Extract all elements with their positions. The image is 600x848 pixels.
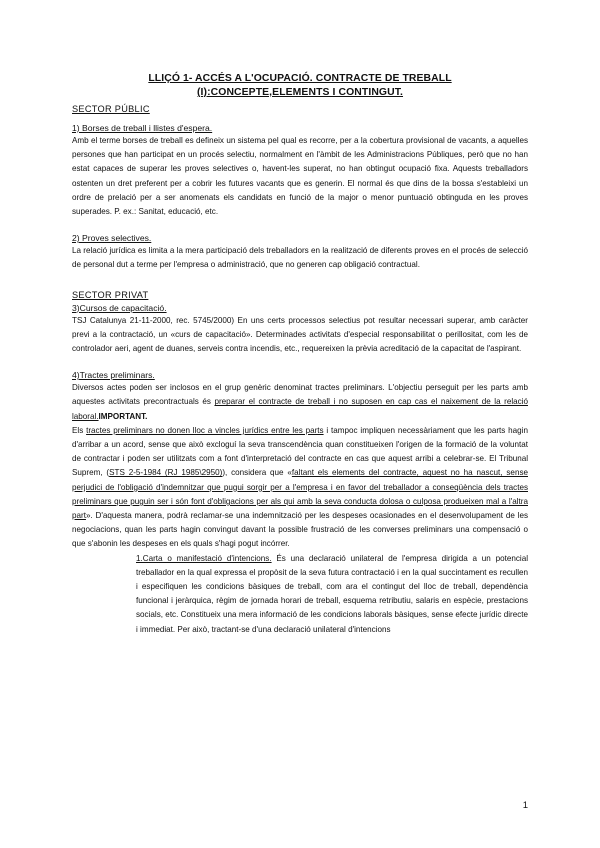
paragraph-proves: La relació jurídica es limita a la mera participació dels treballadors en la realització de diferents proves en el procés de selecció de personal dut a terme per l'empresa o administració, que no generen cap obligació contractual.: [72, 246, 528, 270]
citation-link: STS 2-5-1984 (RJ 1985\2950): [109, 468, 223, 478]
underlined-text: tractes preliminars no donen lloc a vincles jurídics entre les parts: [86, 425, 324, 435]
list-item-text: És una declaració unilateral de l'empresa dirigida a un potencial treballador en la qual expressa el propòsit de la seva futura contractació i en la qual succintament es recullen i especifiquen les condicions bàsiques de treball, com ara el contingut del lloc de treball, dependència funcional i jeràrquica, règim de jornada horari de treball, esquema retributiu, salaris en espècie, prestacions socials, etc. Constitueix una mera informació de les condicions laborals bàsiques, sense efecte jurídic directe i immediat. Per això, tractant-se d'una declaració unilateral d'intencions: [136, 553, 528, 634]
underlined-text: preparar el contracte de treball i no suposen en cap cas el naixement de la relació laboral.: [72, 397, 528, 421]
text-run: ), considera que «: [222, 468, 292, 478]
page-number: 1: [522, 800, 528, 811]
document-title: [72, 72, 528, 100]
text-run: Els: [72, 425, 87, 435]
list-item-carta: [136, 552, 528, 637]
document-page: [72, 72, 528, 637]
title-line-1: LLIÇÓ 1- ACCÉS A L'OCUPACIÓ. CONTRACTE DE TREBALL: [148, 73, 452, 84]
list-item-heading: 1.Carta o manifestació d'intencions.: [136, 553, 272, 563]
important-note: IMPORTANT.: [98, 411, 148, 421]
text-run: i tampoc impliquen necessàriament que les parts hagin d'arribar a un acord, sense que això excloguí la seva transcendència quan constitueixen l'origen de la formació de la voluntat de contractar i poden ser utilitzats com a font d'interpretació del contracte en cas que aquest arribi a celebrar-se. El Tribunal Suprem, (: [72, 425, 528, 478]
text-run: ». D'aquesta manera, podrà reclamar-se una indemnització per les despeses ocasionades en el desenvolupament de les negociacions, quan les parts hagin convingut davant la possible frustració de les converses preliminars una compensació o que s'abonin les despeses en els quals s'hagi pogut incórrer.: [72, 511, 528, 549]
heading-tractes: 4)Tractes preliminars.: [72, 370, 155, 381]
paragraph-tractes-2: [72, 424, 528, 552]
title-line-2: (I):CONCEPTE,ELEMENTS I CONTINGUT.: [196, 87, 404, 98]
heading-borses: 1) Borses de treball i llistes d'espera.: [72, 123, 213, 133]
text-run: Diversos actes poden ser inclosos en el grup genèric denominat tractes preliminars. L'objectiu perseguit per les parts amb aquestes activitats precontractuals és: [72, 383, 528, 407]
underlined-quote: faltant els elements del contracte, aquest no ha nascut, sense perjudici de l'obligació d'indemnitzar que pugui sorgir per a l'empresa i en favor del treballador a conseqüència dels tractes preliminars que puguin ser i són font d'obligacions per als qui amb la seva conducta dolosa o culposa produeixen mal a l'altra part: [72, 468, 528, 521]
paragraph-tractes-1: [72, 381, 528, 424]
paragraph-cursos: TSJ Catalunya 21-11-2000, rec. 5745/2000) En uns certs processos selectius pot resultar necessari superar, amb caràcter previ a la contractació, un «curs de capacitació». Determinades activitats d'especial responsabilitat o perillositat, com les de controlador aeri, agent de duanes, serveis contra incendis, etc., requereixen la prèvia acreditació de la capacitat de l'aspirant.: [72, 315, 528, 354]
heading-cursos: 3)Cursos de capacitació.: [72, 302, 167, 313]
section-heading-public: SECTOR PÚBLIC: [72, 104, 150, 114]
section-heading-private: SECTOR PRIVAT: [72, 289, 149, 300]
heading-proves: 2) Proves selectives.: [72, 233, 152, 244]
paragraph-borses: Amb el terme borses de treball es defineix un sistema pel qual es recorre, per a la cobertura provisional de vacants, a aquelles persones que han participat en un procés selectiu, normalment en l'àmbit de les Administracions Públiques, però que no han estat capaces de superar les proves selectives o, havent-les superat, no han obtingut ocupació fixa. Aquests treballadors ostenten un dret preferent per a cobrir les futures vacants que es generin. El normal és que dins de la bossa s'estableixi un ordre de prelació per a ser anomenats els candidats en funció de la major o menor puntuació obtinguda en les proves superades. P. ex.: Sanitat, educació, etc.: [72, 136, 528, 217]
